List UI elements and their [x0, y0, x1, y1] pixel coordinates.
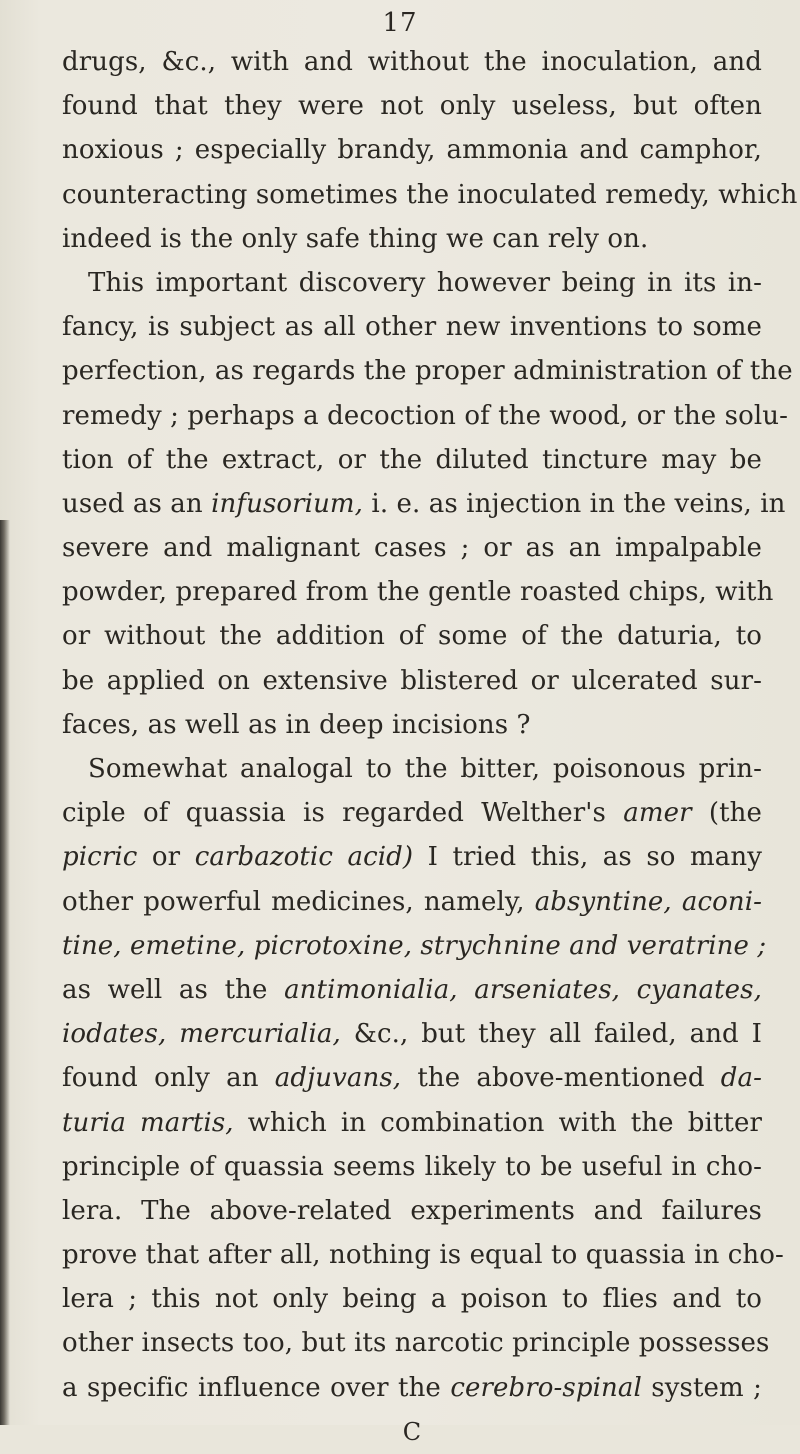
text-span: This important discovery however being in its in- [88, 267, 762, 298]
text-line [62, 349, 793, 393]
page-number: 17 [382, 8, 418, 38]
text-span: which in combination with the bitter [233, 1107, 762, 1138]
text-span: perfection, as regards the proper administration of the [62, 356, 793, 387]
text-span: Somewhat analogal to the bitter, poisonous prin- [88, 754, 762, 784]
text-line [62, 659, 762, 703]
text-span: other insects too, but its narcotic principle possesses [62, 1328, 770, 1359]
text-line [62, 703, 762, 747]
text-span: noxious ; especially brandy, ammonia and camphor, [62, 135, 762, 166]
text-span: principle of quassia seems likely to be useful in cho- [62, 1151, 762, 1182]
italic-text: tine, emetine, picrotoxine, strychnine and veratrine ; [62, 930, 767, 961]
italic-text: da- [720, 1063, 762, 1094]
text-line [62, 1366, 762, 1410]
text-line [62, 791, 762, 835]
italic-text: infusorium, [211, 488, 364, 519]
text-line [62, 526, 762, 570]
text-span: or [137, 842, 195, 873]
text-line [62, 84, 762, 128]
italic-text: amer [623, 798, 692, 829]
text-line [62, 173, 798, 217]
text-span: counteracting sometimes the inoculated remedy, which [62, 179, 798, 210]
text-span: remedy ; perhaps a decoction of the wood, or the solu- [62, 400, 788, 431]
text-line [62, 305, 762, 349]
text-span: drugs, &c., with and without the inoculation, and [62, 47, 762, 77]
text-line [62, 1233, 784, 1277]
text-span: I tried this, as so many [413, 842, 762, 873]
italic-text: picric [62, 842, 138, 873]
text-span: found only an [62, 1063, 275, 1094]
text-span: (the [691, 798, 762, 829]
text-line [62, 747, 762, 791]
text-line [62, 217, 762, 261]
text-span: fancy, is subject as all other new inventions to some [62, 312, 762, 343]
italic-text: adjuvans, [274, 1063, 402, 1094]
text-span: i. e. as injection in the veins, in [363, 488, 786, 519]
italic-text: antimonialia, arseniates, cyanates, [284, 974, 762, 1005]
italic-text: carbazotic acid) [194, 842, 414, 873]
text-span: a specific influence over the [62, 1372, 451, 1403]
italic-text: turia martis, [62, 1107, 234, 1138]
text-line [62, 968, 762, 1012]
text-line [62, 924, 767, 968]
text-line [62, 394, 788, 438]
text-line [62, 880, 762, 924]
text-span: or without the addition of some of the daturia, to [62, 621, 762, 652]
text-span: be applied on extensive blistered or ulcerated sur- [62, 665, 762, 696]
text-span: as well as the [62, 974, 285, 1005]
text-line [62, 1189, 762, 1233]
text-line [62, 1101, 762, 1145]
binding-shadow [0, 520, 10, 1425]
italic-text: absyntine, aconi- [534, 886, 763, 917]
text-span: lera ; this not only being a poison to flies and to [62, 1284, 762, 1315]
text-span: powder, prepared from the gentle roasted chips, with [62, 577, 774, 608]
text-line [62, 614, 762, 658]
text-span: lera. The above-related experiments and failures [62, 1195, 762, 1226]
text-line [62, 835, 762, 879]
text-span: other powerful medicines, namely, [62, 886, 535, 917]
text-line [62, 570, 774, 614]
signature-mark: C [402, 1417, 422, 1446]
text-line [62, 1056, 762, 1100]
text-line [62, 1321, 770, 1365]
text-span: &c., but they all failed, and I [340, 1019, 763, 1050]
text-span: system ; [641, 1372, 762, 1403]
text-line [62, 1145, 762, 1189]
text-line [62, 40, 762, 84]
text-span: faces, as well as in deep incisions ? [62, 709, 531, 740]
text-span: ciple of quassia is regarded Welther's [62, 798, 624, 829]
signature-line [62, 1410, 762, 1454]
body-text [62, 40, 798, 1454]
text-line [62, 1012, 762, 1056]
text-line [62, 1277, 762, 1321]
text-line [62, 261, 762, 305]
italic-text: cerebro-spinal [450, 1372, 642, 1403]
text-span: severe and malignant cases ; or as an impalpable [62, 533, 762, 564]
text-line [62, 438, 762, 482]
text-span: tion of the extract, or the diluted tincture may be [62, 444, 762, 475]
text-span: indeed is the only safe thing we can rely on. [62, 223, 649, 254]
text-span: the above-mentioned [401, 1063, 721, 1094]
text-line [62, 128, 762, 172]
text-span: found that they were not only useless, but often [62, 91, 762, 122]
text-span: used as an [62, 488, 212, 519]
text-span: prove that after all, nothing is equal to quassia in cho- [62, 1240, 784, 1271]
text-line [62, 482, 786, 526]
italic-text: iodates, mercurialia, [62, 1019, 341, 1050]
